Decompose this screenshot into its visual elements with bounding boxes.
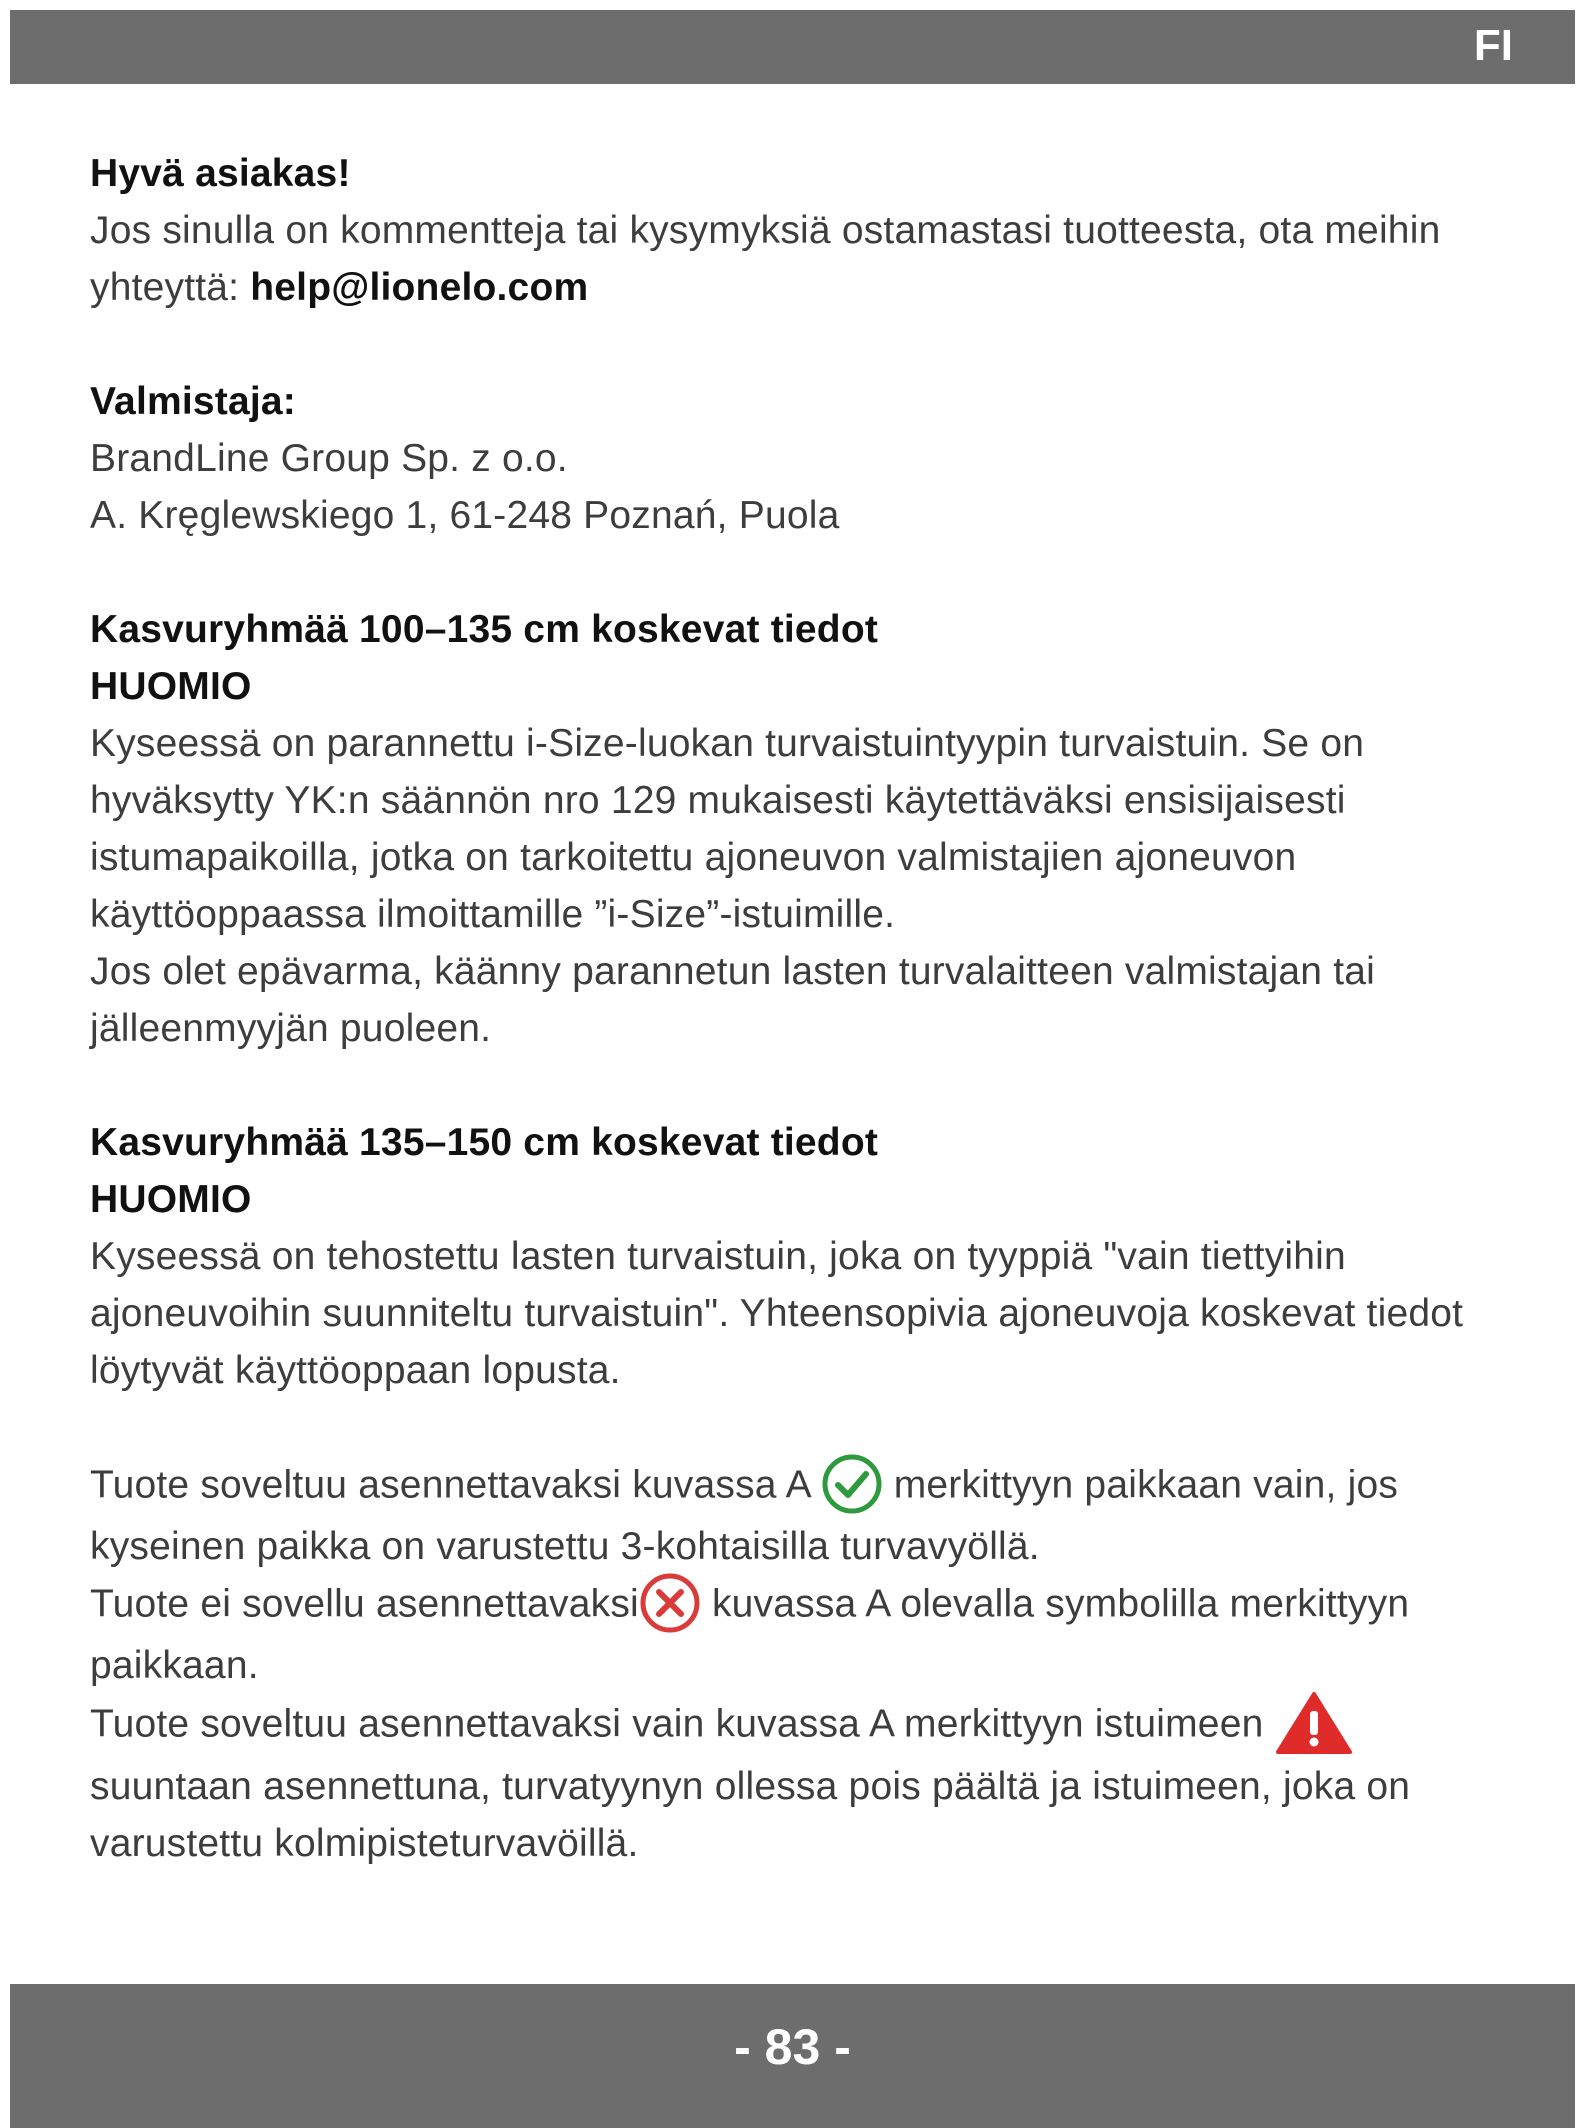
installation-not-suitable-paragraph [90, 1575, 1520, 1694]
installation-warning-text-2: suuntaan asennettuna, turvatyynyn ollessa pois päältä ja istuimeen, joka on varustettu kolmipisteturvavöillä. [90, 1765, 1411, 1865]
greeting-heading: Hyvä asiakas! [90, 152, 351, 195]
warning-triangle-icon [1275, 1691, 1353, 1755]
page-content [90, 145, 1520, 1872]
cross-circle-icon [639, 1572, 701, 1634]
installation-warning-text-1: Tuote soveltuu asennettavaksi vain kuvassa A merkittyyn istuimeen [90, 1702, 1275, 1746]
language-code: FI [1473, 21, 1513, 70]
section-100-135-notice: HUOMIO [90, 665, 252, 708]
manufacturer-heading: Valmistaja: [90, 380, 296, 423]
spacer [90, 1057, 1520, 1114]
spacer [90, 316, 1520, 373]
section-100-135-paragraph: Kyseessä on parannettu i-Size-luokan turvaistuintyypin turvaistuin. Se on hyväksytty YK:n säännön nro 129 mukaisesti käytettäväksi ensisijaisesti istumapaikoilla, jotka on tarkoitettu ajoneuvon valmistajien ajoneuvon käyttöoppaassa ilmoittamille ”i-Size”-istuimille. [90, 722, 1365, 936]
section-100-135-heading: Kasvuryhmää 100–135 cm koskevat tiedot [90, 608, 879, 651]
header-bar [10, 10, 1575, 84]
manufacturer-name: BrandLine Group Sp. z o.o. [90, 437, 568, 480]
installation-warning-paragraph [90, 1694, 1520, 1872]
section-135-150-heading: Kasvuryhmää 135–150 cm koskevat tiedot [90, 1121, 879, 1164]
installation-suitable-text-1: Tuote soveltuu asennettavaksi kuvassa A [90, 1463, 821, 1507]
installation-not-suitable-text-2: kuvassa A olevalla symbolilla merkittyyn paikkaan. [90, 1582, 1410, 1687]
check-circle-icon [821, 1453, 883, 1515]
spacer [90, 544, 1520, 601]
support-email-link[interactable]: help@lionelo.com [250, 266, 589, 309]
section-135-150-notice: HUOMIO [90, 1178, 252, 1221]
manufacturer-address: A. Kręglewskiego 1, 61-248 Poznań, Puola [90, 494, 840, 537]
contact-text: Jos sinulla on kommentteja tai kysymyksiä ostamastasi tuotteesta, ota meihin yhteyttä: [90, 209, 1441, 309]
spacer [90, 1399, 1520, 1456]
installation-not-suitable-text-1: Tuote ei sovellu asennettavaksi [90, 1582, 639, 1626]
page-number: - 83 - [734, 2019, 851, 2075]
installation-suitable-paragraph [90, 1456, 1520, 1575]
installation-suitable-text-2: merkittyyn paikkaan vain, jos kyseinen paikka on varustettu 3-kohtaisilla turvavyöllä. [90, 1463, 1399, 1568]
footer-bar [10, 1984, 1575, 2128]
section-135-150-paragraph: Kyseessä on tehostettu lasten turvaistuin, joka on tyyppiä "vain tiettyihin ajoneuvoihin suunniteltu turvaistuin". Yhteensopivia ajoneuvoja koskevat tiedot löytyvät käyttöoppaan lopusta. [90, 1235, 1464, 1392]
section-100-135-paragraph-2: Jos olet epävarma, käänny parannetun lasten turvalaitteen valmistajan tai jälleenmyyjän puoleen. [90, 950, 1376, 1050]
contact-paragraph [90, 202, 1520, 316]
